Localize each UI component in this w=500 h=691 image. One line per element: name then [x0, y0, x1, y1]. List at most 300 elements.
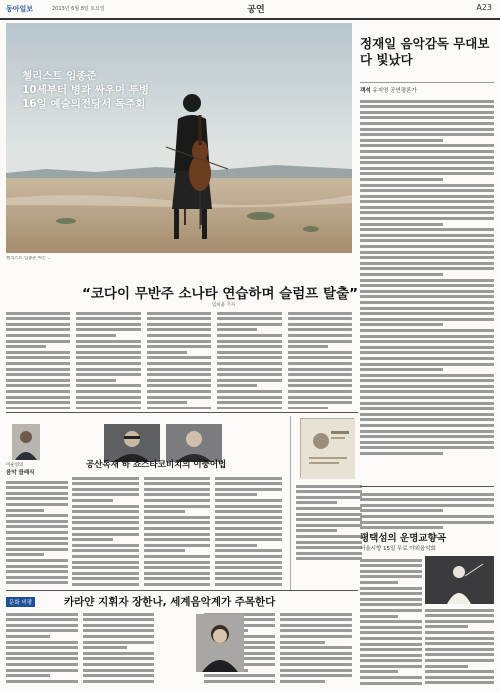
text-line — [360, 161, 494, 164]
text-line — [288, 334, 352, 337]
text-line — [6, 486, 68, 489]
text-line — [83, 669, 155, 672]
text-line — [144, 493, 211, 496]
text-line — [6, 390, 70, 393]
text-line — [288, 384, 352, 387]
text-line — [360, 385, 494, 388]
text-line — [360, 559, 422, 562]
text-line — [6, 657, 78, 660]
text-line — [6, 663, 78, 666]
text-line — [144, 549, 185, 552]
text-line — [360, 290, 494, 293]
text-line — [288, 323, 352, 326]
text-line — [6, 340, 70, 343]
paper-name: 동아일보 — [6, 5, 34, 13]
text-line — [360, 637, 422, 640]
text-line — [296, 557, 362, 560]
text-line — [360, 133, 494, 136]
text-line — [72, 482, 139, 485]
text-line — [360, 521, 494, 524]
text-line — [147, 317, 211, 320]
text-line — [360, 587, 422, 590]
photo-column — [159, 610, 198, 687]
text-line — [360, 598, 422, 601]
text-line — [360, 217, 494, 220]
text-line — [280, 624, 352, 627]
text-line — [215, 572, 282, 575]
text-line — [360, 150, 494, 153]
text-line — [147, 368, 211, 371]
text-line — [72, 577, 139, 580]
text-line — [360, 139, 443, 142]
text-line — [6, 509, 44, 512]
text-line — [83, 624, 155, 627]
text-line — [72, 510, 139, 513]
text-line — [147, 312, 211, 315]
text-line — [215, 516, 282, 519]
text-line — [360, 184, 494, 187]
text-line — [76, 384, 140, 387]
text-line — [6, 635, 50, 638]
text-line — [76, 379, 116, 382]
composer-image — [104, 424, 160, 462]
text-line — [72, 583, 139, 586]
text-line — [360, 446, 494, 449]
text-line — [147, 334, 211, 337]
article-column — [6, 610, 78, 687]
text-line — [360, 498, 494, 501]
text-line — [280, 674, 352, 677]
conductor-image — [196, 614, 244, 672]
text-line — [144, 572, 211, 575]
article-column — [144, 474, 211, 586]
text-line — [215, 566, 282, 569]
text-line — [360, 195, 494, 198]
cellist-in-desert-image — [6, 23, 352, 253]
section-divider — [360, 486, 494, 487]
text-line — [83, 629, 155, 632]
text-line — [144, 505, 211, 508]
photo-caption: 첼리스트 임종준 씨는 ... — [6, 256, 52, 261]
text-line — [6, 368, 70, 371]
text-line — [215, 482, 282, 485]
text-line — [83, 641, 155, 644]
article-column — [288, 309, 352, 409]
text-line — [147, 373, 211, 376]
text-line — [360, 301, 494, 304]
text-line — [6, 345, 46, 348]
text-line — [296, 535, 362, 538]
text-line — [76, 340, 140, 343]
text-line — [215, 544, 256, 547]
text-line — [288, 379, 352, 382]
text-line — [6, 362, 70, 365]
text-line — [280, 618, 352, 621]
text-line — [217, 328, 257, 331]
divider — [360, 82, 494, 83]
text-line — [360, 626, 422, 629]
text-line — [288, 340, 352, 343]
right-article-body — [360, 556, 422, 686]
text-line — [425, 665, 468, 668]
text-line — [288, 312, 352, 315]
text-line — [6, 570, 68, 573]
text-line — [217, 317, 281, 320]
main-byline: 임희윤 기자 — [212, 303, 236, 308]
text-line — [360, 172, 494, 175]
article-column — [217, 309, 281, 409]
text-line — [147, 345, 211, 348]
text-line — [360, 402, 494, 405]
text-line — [360, 390, 494, 393]
text-line — [360, 526, 443, 529]
text-line — [360, 228, 494, 231]
text-line — [360, 581, 398, 584]
text-line — [76, 351, 140, 354]
text-line — [280, 652, 352, 655]
text-line — [6, 401, 70, 404]
right-headline: 평택섬의 운명교향곡 — [360, 533, 446, 544]
text-line — [425, 614, 494, 617]
text-line — [360, 504, 494, 507]
text-line — [360, 189, 494, 192]
text-line — [6, 407, 70, 409]
text-line — [217, 351, 281, 354]
text-line — [147, 390, 211, 393]
text-line — [72, 505, 139, 508]
text-line — [76, 396, 140, 399]
text-line — [204, 674, 276, 677]
text-line — [215, 499, 282, 502]
text-line — [425, 637, 494, 640]
text-line — [296, 552, 362, 555]
text-line — [217, 373, 281, 376]
text-line — [217, 379, 281, 382]
text-line — [6, 531, 68, 534]
text-line — [360, 509, 443, 512]
text-line — [360, 156, 494, 159]
text-line — [360, 676, 422, 679]
text-line — [360, 357, 494, 360]
text-line — [76, 328, 140, 331]
text-line — [6, 674, 50, 677]
text-line — [144, 516, 211, 519]
text-line — [360, 351, 494, 354]
text-line — [144, 533, 211, 536]
text-line — [360, 223, 443, 226]
section-label: 공연 — [247, 5, 265, 15]
text-line — [217, 396, 281, 399]
text-line — [288, 390, 352, 393]
text-line — [144, 477, 211, 480]
text-line — [360, 178, 443, 181]
text-line — [360, 603, 422, 606]
text-line — [360, 279, 494, 282]
text-line — [144, 482, 211, 485]
text-line — [6, 481, 68, 484]
text-line — [72, 493, 139, 496]
text-line — [215, 527, 282, 530]
text-line — [144, 538, 211, 541]
right-subheadline: 서울시향 15일 무료 야외음악회 — [360, 546, 437, 552]
text-line — [280, 635, 352, 638]
text-line — [144, 566, 211, 569]
text-line — [6, 492, 68, 495]
text-line — [215, 561, 282, 564]
text-line — [288, 396, 352, 399]
text-line — [83, 618, 155, 621]
text-line — [360, 234, 494, 237]
text-line — [360, 407, 494, 410]
text-line — [296, 501, 337, 504]
text-line — [288, 317, 352, 320]
text-line — [6, 537, 68, 540]
text-line — [360, 418, 494, 421]
text-line — [296, 529, 337, 532]
kicker-line: 16일 예술의전당서 독주회 — [22, 97, 146, 110]
text-line — [144, 527, 211, 530]
text-line — [425, 670, 494, 673]
orchestra-image — [425, 556, 494, 604]
article-column — [6, 309, 70, 409]
column-series-name: 음악 클래식 — [6, 470, 35, 476]
text-line — [72, 477, 139, 480]
text-line — [6, 559, 68, 562]
text-line — [296, 496, 362, 499]
text-line — [360, 284, 494, 287]
text-line — [72, 538, 113, 541]
text-line — [288, 362, 352, 365]
text-line — [6, 351, 70, 354]
text-line — [217, 401, 281, 404]
text-line — [360, 515, 494, 518]
text-line — [144, 544, 211, 547]
text-line — [76, 312, 140, 315]
text-line — [147, 362, 211, 365]
text-line — [360, 116, 494, 119]
text-line — [76, 334, 116, 337]
text-line — [296, 541, 362, 544]
text-line — [6, 669, 78, 672]
text-line — [217, 356, 281, 359]
ad-image — [300, 418, 354, 478]
text-line — [6, 646, 78, 649]
text-line — [360, 363, 494, 366]
text-line — [360, 379, 494, 382]
text-line — [425, 625, 468, 628]
text-line — [6, 312, 70, 315]
text-line — [217, 362, 281, 365]
text-line — [72, 521, 139, 524]
text-line — [360, 307, 494, 310]
text-line — [6, 624, 78, 627]
text-line — [72, 555, 139, 558]
text-line — [280, 641, 324, 644]
text-line — [76, 401, 140, 404]
text-line — [215, 505, 282, 508]
text-line — [6, 613, 78, 616]
text-line — [360, 273, 443, 276]
text-line — [360, 430, 494, 433]
text-line — [204, 680, 276, 683]
orchestra-photo — [425, 556, 494, 604]
text-line — [296, 546, 362, 549]
text-line — [215, 510, 282, 513]
side-author: 유지영 공연평론가 — [372, 88, 417, 94]
text-line — [217, 340, 281, 343]
text-line — [360, 682, 422, 685]
text-line — [6, 581, 68, 584]
text-line — [215, 577, 282, 580]
text-line — [360, 435, 494, 438]
text-line — [147, 401, 187, 404]
text-line — [360, 609, 422, 612]
text-line — [280, 669, 352, 672]
text-line — [360, 111, 494, 114]
text-line — [360, 654, 422, 657]
text-line — [76, 323, 140, 326]
text-line — [6, 328, 70, 331]
text-line — [425, 659, 494, 662]
text-line — [360, 251, 494, 254]
text-line — [147, 384, 211, 387]
text-line — [360, 167, 494, 170]
text-line — [360, 493, 494, 496]
text-line — [360, 245, 494, 248]
text-line — [83, 635, 155, 638]
page-number: A23 — [476, 3, 492, 12]
column-body-left — [6, 478, 68, 586]
text-line — [83, 663, 155, 666]
text-line — [6, 384, 70, 387]
text-line — [6, 503, 68, 506]
text-line — [6, 525, 68, 528]
text-line — [425, 676, 494, 679]
text-line — [360, 206, 494, 209]
text-line — [217, 312, 281, 315]
text-line — [288, 368, 352, 371]
text-line — [360, 323, 443, 326]
text-line — [425, 620, 494, 623]
text-line — [215, 538, 282, 541]
text-line — [360, 615, 398, 618]
text-line — [6, 618, 78, 621]
text-line — [296, 485, 362, 488]
text-line — [76, 368, 140, 371]
portrait-image — [12, 424, 40, 460]
text-line — [6, 565, 68, 568]
text-line — [360, 211, 494, 214]
text-line — [425, 653, 494, 656]
text-line — [72, 572, 139, 575]
text-line — [296, 490, 362, 493]
side-headline: 정재일 음악감독 무대보다 빛났다 — [360, 36, 490, 67]
text-line — [215, 521, 282, 524]
text-line — [360, 648, 422, 651]
text-line — [425, 681, 494, 684]
right-info-block — [360, 490, 494, 529]
side-tag: 객석 — [360, 88, 371, 94]
text-line — [360, 256, 494, 259]
ad-text-block — [296, 482, 362, 560]
main-article-body — [6, 309, 352, 409]
lead-kicker — [22, 70, 149, 112]
text-line — [144, 555, 211, 558]
text-line — [280, 646, 352, 649]
text-line — [72, 516, 139, 519]
text-line — [6, 514, 68, 517]
text-line — [288, 351, 352, 354]
text-line — [144, 521, 211, 524]
text-line — [280, 629, 352, 632]
text-line — [72, 488, 139, 491]
text-line — [217, 390, 281, 393]
text-line — [6, 629, 78, 632]
text-line — [215, 477, 282, 480]
text-line — [360, 564, 422, 567]
text-line — [6, 641, 78, 644]
right-article-body — [425, 606, 494, 686]
text-line — [83, 646, 127, 649]
text-line — [147, 407, 211, 409]
text-line — [147, 351, 187, 354]
text-line — [83, 657, 155, 660]
text-line — [6, 553, 44, 556]
text-line — [360, 267, 494, 270]
text-line — [360, 396, 494, 399]
text-line — [6, 497, 68, 500]
text-line — [425, 648, 494, 651]
bottom-article-body — [6, 610, 352, 687]
columnist-label: 이순영의 — [6, 463, 24, 468]
text-line — [144, 499, 211, 502]
text-line — [288, 356, 352, 359]
text-line — [72, 499, 113, 502]
text-line — [288, 401, 352, 404]
text-line — [83, 613, 155, 616]
text-line — [72, 566, 139, 569]
album-cover-image — [301, 419, 355, 479]
column-headline: 공산독재 하 쇼스타코비치의 이중어법 — [86, 460, 227, 470]
text-line — [83, 680, 155, 683]
text-line — [360, 122, 494, 125]
text-line — [144, 561, 211, 564]
text-line — [360, 346, 494, 349]
text-line — [76, 373, 140, 376]
article-column — [72, 474, 139, 586]
composer-image — [166, 424, 222, 462]
text-line — [360, 335, 494, 338]
text-line — [72, 561, 139, 564]
text-line — [72, 549, 139, 552]
main-headline: “코다이 무반주 소나타 연습하며 슬럼프 탈출” — [82, 286, 358, 302]
text-line — [76, 362, 140, 365]
text-line — [217, 407, 281, 409]
text-line — [217, 323, 281, 326]
text-line — [360, 670, 398, 673]
text-line — [360, 200, 494, 203]
text-line — [360, 144, 494, 147]
text-line — [144, 510, 185, 513]
text-line — [72, 527, 139, 530]
text-line — [6, 396, 70, 399]
text-line — [360, 368, 443, 371]
text-line — [6, 317, 70, 320]
article-column — [280, 610, 352, 687]
text-line — [147, 356, 211, 359]
text-line — [360, 105, 494, 108]
text-line — [288, 328, 352, 331]
